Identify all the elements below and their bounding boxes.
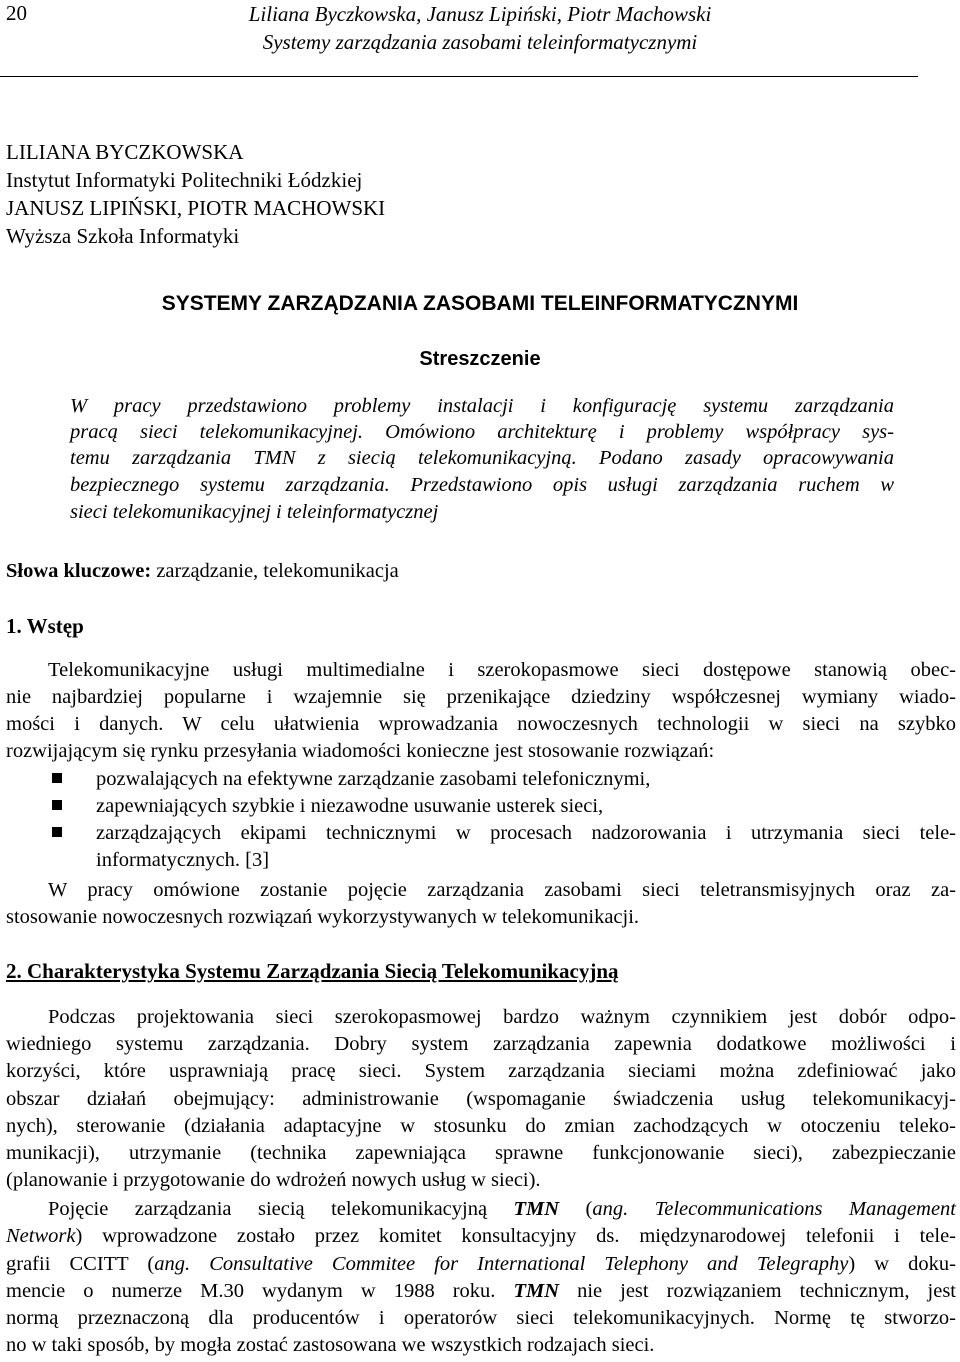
body-line	[48, 1195, 956, 1223]
text-run: ang. Telecommunications Management	[592, 1198, 956, 1220]
body-line: rozwijającym się rynku przesyłania wiadomości konieczne jest stosowanie rozwiązań:	[6, 740, 715, 762]
body-line: nie najbardziej popularne i wzajemnie się przenikające dziedziny współczesnej wymiany wiado-	[6, 686, 956, 708]
author-affiliation: Wyższa Szkoła Informatyki	[6, 224, 240, 248]
keywords-value: zarządzanie, telekomunikacja	[156, 560, 399, 582]
text-run: ) wprowadzone zostało przez komitet konsultacyjny ds. międzynarodowej telefonii i tele-	[75, 1225, 956, 1247]
body-line: wiedniego systemu zarządzania. Dobry system zarządzania zapewnia dodatkowe możliwości i	[6, 1033, 956, 1055]
tmn-term: TMN	[513, 1198, 560, 1220]
section-heading: 1. Wstęp	[6, 614, 84, 638]
text-run: Pojęcie zarządzania siecią telekomunikacyjną	[48, 1198, 514, 1220]
header-authors: Liliana Byczkowska, Janusz Lipiński, Piotr Machowski	[248, 2, 712, 26]
paper-title: SYSTEMY ZARZĄDZANIA ZASOBAMI TELEINFORMATYCZNYMI	[161, 292, 799, 315]
author-affiliation: Instytut Informatyki Politechniki Łódzkiej	[6, 168, 363, 192]
bullet-item: pozwalających na efektywne zarządzanie zasobami telefonicznymi,	[96, 768, 651, 790]
bullet-item: zarządzających ekipami technicznymi w procesach nadzorowania i utrzymania sieci tele-	[96, 822, 956, 844]
header-rule	[0, 76, 918, 77]
body-line	[6, 1222, 956, 1250]
keywords	[6, 557, 956, 585]
bullet-marker	[52, 827, 62, 837]
text-run: mencie o numerze M.30 wydanym w 1988 roku.	[6, 1280, 514, 1302]
body-line: W pracy omówione zostanie pojęcie zarządzania zasobami sieci teletransmisyjnych oraz za-	[48, 879, 956, 901]
author-name: LILIANA BYCZKOWSKA	[6, 140, 244, 164]
body-line	[6, 1277, 956, 1305]
body-line: no w taki sposób, by mogła zostać zastosowana we wszystkich rodzajach sieci.	[6, 1334, 655, 1356]
body-line: obszar działań obejmujący: administrowanie (wspomaganie świadczenia usług telekomunikacyj-	[6, 1088, 956, 1110]
bullet-continuation: informatycznych. [3]	[96, 849, 270, 871]
bullet-marker	[52, 800, 62, 810]
body-line: Podczas projektowania sieci szerokopasmowej bardzo ważnym czynnikiem jest dobór odpo-	[48, 1006, 956, 1028]
author-name: JANUSZ LIPIŃSKI, PIOTR MACHOWSKI	[6, 196, 386, 220]
abstract-line: sieci telekomunikacyjnej i teleinformatycznej	[70, 501, 439, 523]
section-heading	[6, 959, 619, 984]
body-line: Telekomunikacyjne usługi multimedialne i szerokopasmowe sieci dostępowe stanowią obec-	[48, 659, 956, 681]
text-run: Network	[6, 1225, 76, 1247]
bullet-marker	[52, 773, 62, 783]
abstract-line: temu zarządzania TMN z siecią telekomunikacyjną. Podano zasady opracowywania	[70, 447, 894, 469]
body-line: normą przeznaczoną dla producentów i operatorów sieci telekomunikacyjnych. Normę tę stworzo-	[6, 1307, 956, 1329]
abstract-line: bezpiecznego systemu zarządzania. Przedstawiono opis usługi zarządzania ruchem w	[70, 474, 894, 496]
body-line: (planowanie i przygotowanie do wdrożeń nowych usług w sieci).	[6, 1169, 541, 1191]
body-line: stosowanie nowoczesnych rozwiązań wykorzystywanych w telekomunikacji.	[6, 906, 640, 928]
text-run: grafii CCITT (	[6, 1253, 155, 1275]
running-title: Systemy zarządzania zasobami teleinformatycznymi	[262, 30, 698, 54]
text-run: ang. Consultative Commitee for International Telephony and Telegraphy	[154, 1253, 849, 1275]
body-line	[6, 1250, 956, 1278]
body-line: korzyści, które usprawniają pracę sieci. System zarządzania sieciami można zdefiniować jako	[6, 1060, 956, 1082]
body-line: nych), sterowanie (działania adaptacyjne w stosunku do zmian zachodzących w otoczeniu teleko-	[6, 1115, 956, 1137]
body-line: mości i danych. W celu ułatwienia wprowadzania nowoczesnych technologii w sieci na szybko	[6, 713, 956, 735]
bullet-item: zapewniających szybkie i niezawodne usuwanie usterek sieci,	[96, 795, 604, 817]
page-number: 20	[6, 1, 27, 25]
keywords-label: Słowa kluczowe:	[6, 560, 152, 582]
text-run: nie jest rozwiązaniem technicznym, jest	[559, 1280, 956, 1302]
abstract-line: W pracy przedstawiono problemy instalacji i konfigurację systemu zarządzania	[70, 395, 894, 417]
text-run: (	[559, 1198, 593, 1220]
text-run: ) w doku-	[848, 1253, 956, 1275]
tmn-term: TMN	[513, 1280, 560, 1302]
section-heading-text: 2. Charakterystyka Systemu Zarządzania Siecią Telekomunikacyjną	[6, 959, 619, 983]
abstract-line: pracą sieci telekomunikacyjnej. Omówiono architekturę i problemy współpracy sys-	[70, 421, 894, 443]
abstract-heading: Streszczenie	[419, 348, 541, 370]
body-line: munikacji), utrzymanie (technika zapewniająca sprawne funkcjonowanie sieci), zabezpieczanie	[6, 1142, 956, 1164]
